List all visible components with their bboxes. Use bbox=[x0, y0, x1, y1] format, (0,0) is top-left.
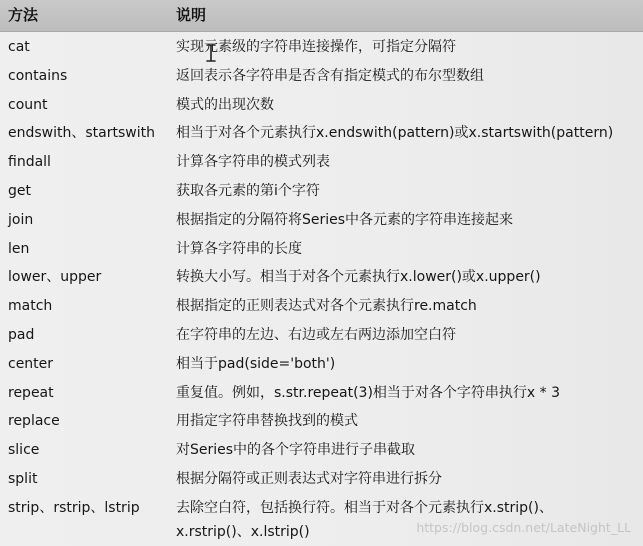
method-description: 根据分隔符或正则表达式对字符串进行拆分 bbox=[176, 471, 442, 487]
method-description: 根据指定的分隔符将Series中各元素的字符串连接起来 bbox=[176, 211, 514, 228]
method-description: 用指定字符串替换找到的模式 bbox=[176, 413, 358, 430]
header-method: 方法 bbox=[8, 6, 39, 24]
method-description: 相当于对各个元素执行x.endswith(pattern)或x.startswith(pattern) bbox=[176, 125, 614, 142]
method-description: 对Series中的各个字符串进行子串截取 bbox=[176, 442, 416, 459]
method-name: slice bbox=[8, 442, 40, 459]
table-row bbox=[0, 350, 643, 379]
method-description: 转换大小写。相当于对各个元素执行x.lower()或x.upper() bbox=[176, 269, 541, 286]
method-name: findall bbox=[8, 154, 51, 171]
watermark-text: https://blog.csdn.net/LateNight_LL bbox=[416, 520, 631, 535]
table-row bbox=[0, 91, 643, 120]
text-cursor-icon bbox=[205, 44, 217, 62]
method-description-continued: x.rstrip()、x.lstrip() bbox=[176, 523, 310, 540]
table-row bbox=[0, 436, 643, 465]
method-name: replace bbox=[8, 413, 60, 430]
table-row bbox=[0, 206, 643, 235]
method-description: 实现元素级的字符串连接操作，可指定分隔符 bbox=[176, 39, 456, 55]
method-name: split bbox=[8, 471, 38, 487]
table-row bbox=[0, 119, 643, 148]
method-description: 去除空白符，包括换行符。相当于对各个元素执行x.strip()、 bbox=[176, 499, 553, 516]
table-row bbox=[0, 407, 643, 436]
table-row bbox=[0, 263, 643, 292]
method-name: endswith、startswith bbox=[8, 125, 155, 142]
method-name: center bbox=[8, 355, 54, 372]
method-description: 获取各元素的第i个字符 bbox=[176, 183, 320, 199]
table-row bbox=[0, 177, 643, 206]
method-name: contains bbox=[8, 67, 68, 84]
header-description: 说明 bbox=[176, 6, 207, 24]
method-name: len bbox=[8, 240, 30, 257]
method-name: join bbox=[8, 211, 34, 228]
method-description: 重复值。例如，s.str.repeat(3)相当于对各个字符串执行x * 3 bbox=[176, 384, 561, 401]
table-row bbox=[0, 292, 643, 321]
table-row bbox=[0, 235, 643, 264]
method-name: repeat bbox=[8, 384, 54, 401]
table-row bbox=[0, 321, 643, 350]
method-description: 根据指定的正则表达式对各个元素执行re.match bbox=[176, 298, 477, 315]
table-row bbox=[0, 379, 643, 408]
table-row bbox=[0, 62, 643, 91]
method-description: 计算各字符串的长度 bbox=[176, 240, 302, 257]
method-name: get bbox=[8, 183, 31, 199]
method-name: strip、rstrip、lstrip bbox=[8, 499, 140, 516]
method-name: match bbox=[8, 298, 53, 315]
method-name: lower、upper bbox=[8, 269, 102, 286]
table-header bbox=[0, 0, 643, 32]
table-row bbox=[0, 465, 643, 494]
method-description: 在字符串的左边、右边或左右两边添加空白符 bbox=[176, 327, 456, 343]
table-row bbox=[0, 148, 643, 177]
method-description: 计算各字符串的模式列表 bbox=[176, 154, 330, 171]
method-name: count bbox=[8, 96, 48, 113]
method-name: cat bbox=[8, 39, 30, 55]
table-row bbox=[0, 33, 643, 62]
method-description: 返回表示各字符串是否含有指定模式的布尔型数组 bbox=[176, 67, 484, 84]
method-description: 模式的出现次数 bbox=[176, 96, 274, 113]
method-description: 相当于pad(side='both') bbox=[176, 355, 336, 372]
method-name: pad bbox=[8, 327, 35, 343]
